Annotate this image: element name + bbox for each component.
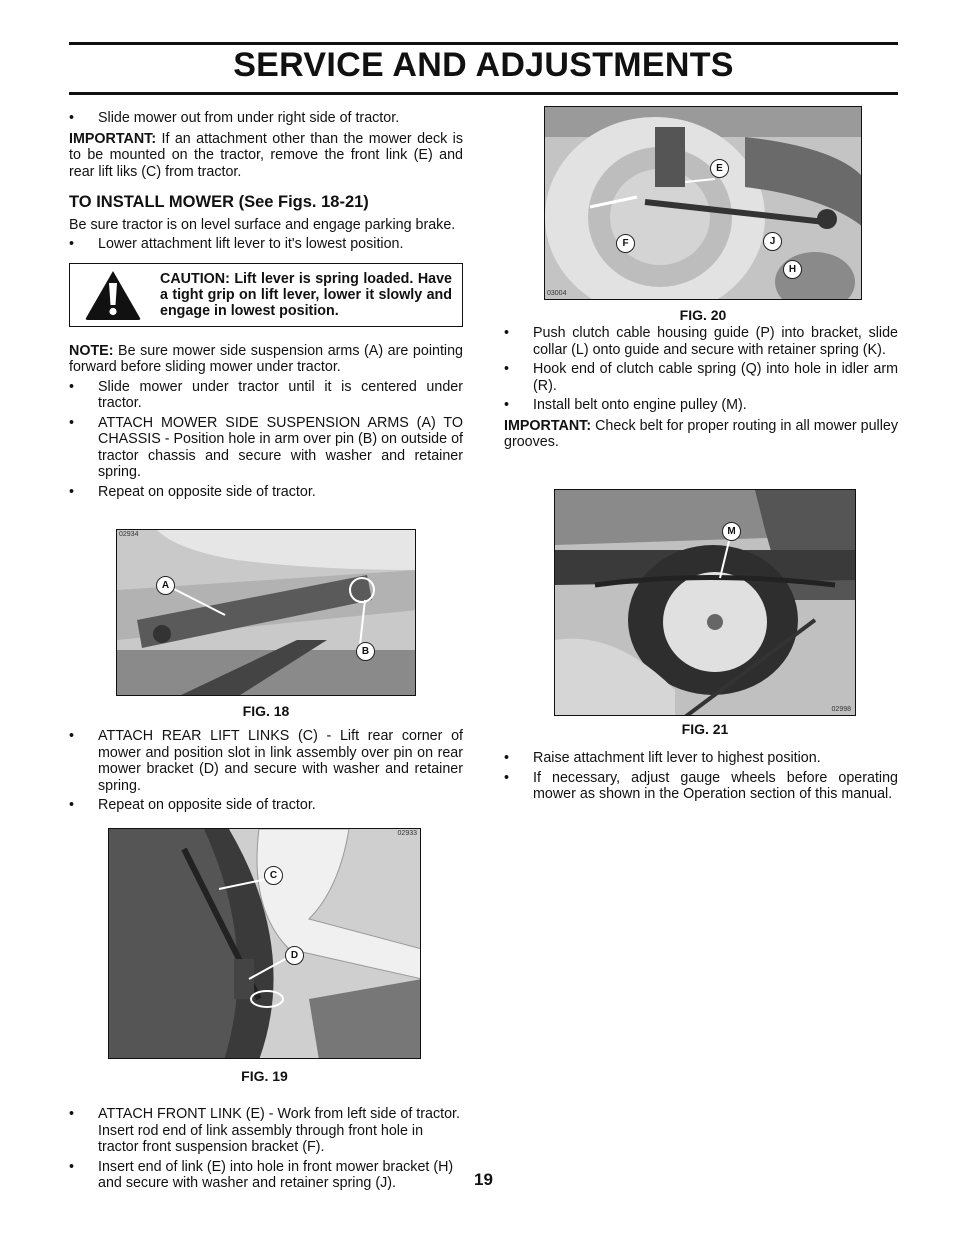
important-label: IMPORTANT:	[69, 130, 157, 147]
left-column-bottom	[69, 1106, 463, 1195]
right-column	[504, 325, 898, 451]
bullet-insert-link: • Insert end of link (E) into hole in front mower bracket (H) and secure with washer and retainer spring (J).	[69, 1159, 463, 1192]
figure-20-caption: FIG. 20	[679, 307, 727, 323]
callout-b: B	[356, 642, 375, 661]
left-column	[69, 110, 463, 503]
title-underline	[69, 92, 898, 95]
figure-18-code: 02934	[119, 531, 139, 538]
note-label: NOTE:	[69, 342, 114, 359]
suspension-arm-illustration	[117, 530, 416, 696]
top-rule	[69, 42, 898, 45]
callout-f: F	[616, 234, 635, 253]
figure-20-image	[544, 106, 862, 300]
figure-21-caption: FIG. 21	[681, 721, 729, 737]
section-heading: TO INSTALL MOWER (See Figs. 18-21)	[69, 193, 369, 211]
callout-j: J	[763, 232, 782, 251]
callout-a: A	[156, 576, 175, 595]
bullet-clutch-cable-guide: • Push clutch cable housing guide (P) into bracket, slide collar (L) onto guide and secure with retainer spring (K).	[504, 325, 898, 358]
engine-pulley-illustration	[555, 490, 856, 716]
important-text: If an attachment other than the mower deck is to be mounted on the tractor, remove the front link (E) and rear lift liks (C) from tractor.	[69, 130, 463, 180]
bullet-attach-arms	[69, 415, 463, 481]
important-belt-note	[504, 418, 898, 451]
bullet-repeat-1: • Repeat on opposite side of tractor.	[69, 484, 463, 501]
bullet-attach-front-link: • ATTACH FRONT LINK (E) - Work from left side of tractor. Insert rod end of link assembly through front hole in tractor front suspension bracket (F).	[69, 1106, 463, 1156]
callout-c: C	[264, 866, 283, 885]
left-column-middle	[69, 728, 463, 817]
bullet-rear-lift-links: • ATTACH REAR LIFT LINKS (C) - Lift rear corner of mower and position slot in link assembly over pin on rear mower bracket (D) and secure with washer and retainer spring.	[69, 728, 463, 794]
bullet-install-belt: • Install belt onto engine pulley (M).	[504, 397, 898, 414]
figure-18-caption: FIG. 18	[242, 703, 290, 719]
bullet-adjust-gauge-wheels: • If necessary, adjust gauge wheels before operating mower as shown in the Operation section of this manual.	[504, 770, 898, 803]
caution-text: CAUTION: Lift lever is spring loaded. Have a tight grip on lift lever, lower it slowly and engage in lowest position.	[160, 270, 452, 319]
callout-h: H	[783, 260, 802, 279]
figure-19-code: 02933	[397, 830, 417, 837]
bullet-slide-out: • Slide mower out from under right side of tractor.	[69, 110, 463, 127]
callout-d: D	[285, 946, 304, 965]
figure-18-image	[116, 529, 416, 696]
important-belt-label: IMPORTANT:	[504, 417, 592, 434]
important-belt-text: Check belt for proper routing in all mower pulley grooves.	[504, 417, 898, 450]
figure-19-caption: FIG. 19	[241, 1068, 288, 1084]
attach-arms-caps: ATTACH MOWER SIDE SUSPENSION ARMS (A) TO CHASSIS	[98, 414, 463, 447]
bullet-slide-under: • Slide mower under tractor until it is centered under tractor.	[69, 379, 463, 412]
right-column-bottom	[504, 750, 898, 806]
bullet-lower-lever: • Lower attachment lift lever to it's lowest position.	[69, 236, 463, 253]
bullet-raise-lever: • Raise attachment lift lever to highest position.	[504, 750, 898, 767]
callout-m: M	[722, 522, 741, 541]
page-title: SERVICE AND ADJUSTMENTS	[233, 46, 734, 84]
callout-e: E	[710, 159, 729, 178]
note-text: Be sure mower side suspension arms (A) are pointing forward before sliding mower under tractor.	[69, 342, 463, 375]
warning-triangle-icon	[84, 269, 142, 321]
figure-20-code: 03004	[547, 290, 567, 297]
bullet-clutch-spring: • Hook end of clutch cable spring (Q) into hole in idler arm (R).	[504, 361, 898, 394]
bullet-repeat-2: • Repeat on opposite side of tractor.	[69, 797, 463, 814]
figure-21-image	[554, 489, 856, 716]
page-number: 19	[474, 1170, 493, 1189]
figure-19-image	[108, 828, 421, 1059]
important-note	[69, 131, 463, 181]
paragraph-level-surface: Be sure tractor is on level surface and engage parking brake.	[69, 216, 456, 233]
figure-21-code: 02998	[831, 706, 851, 713]
note-paragraph	[69, 343, 463, 376]
caution-box	[69, 263, 463, 327]
rear-lift-link-illustration	[109, 829, 421, 1059]
attach-arms-text: - Position hole in arm over pin (B) on outside of tractor chassis and secure with washer and retainer spring.	[98, 431, 463, 480]
front-link-illustration	[545, 107, 862, 300]
